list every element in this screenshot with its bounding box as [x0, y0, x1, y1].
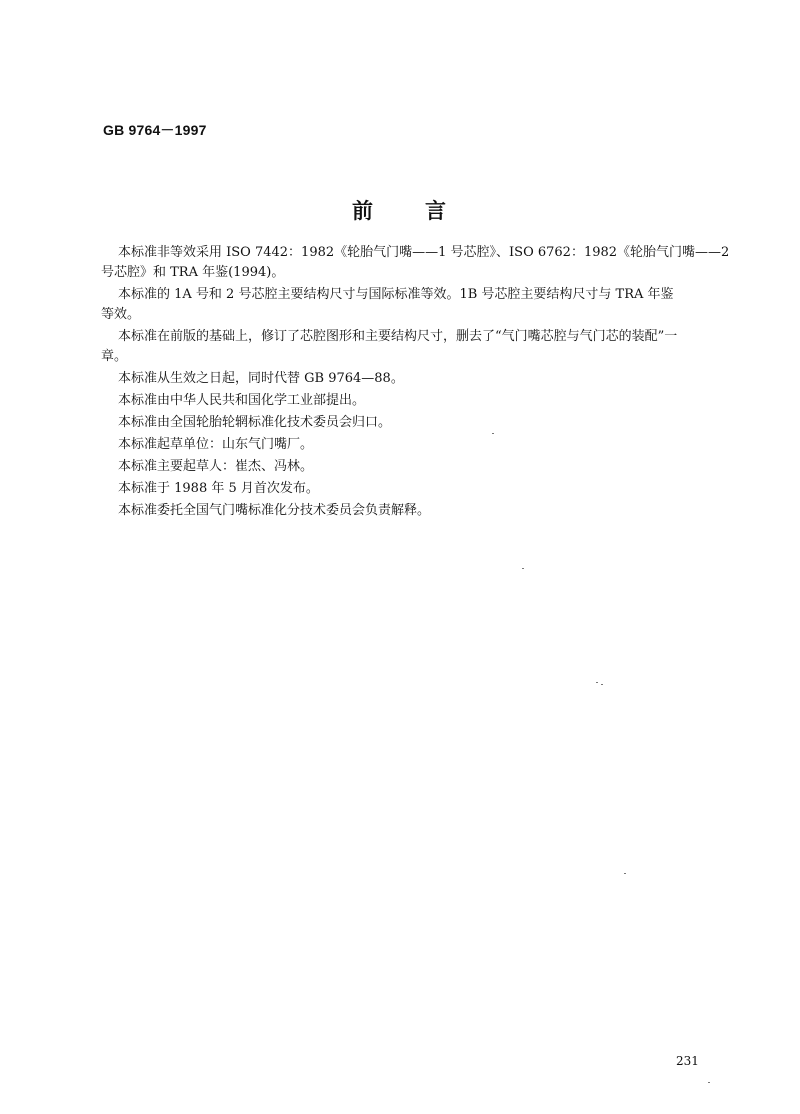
paragraph-line: 本标准起草单位：山东气门嘴厂。 — [118, 437, 314, 452]
paragraph — [118, 501, 718, 521]
paragraph — [101, 285, 718, 325]
scan-speck — [601, 684, 603, 685]
paragraph — [118, 457, 718, 477]
paragraph-line: 号芯腔》和 TRA 年鉴(1994)。 — [101, 265, 285, 280]
paragraph-line: 本标准在前版的基础上，修订了芯腔图形和主要结构尺寸，删去了“气门嘴芯腔与气门芯的装配”一 — [118, 329, 678, 344]
paragraph-line: 本标准主要起草人：崔杰、冯林。 — [118, 459, 314, 474]
paragraph-line: 本标准于 1988 年 5 月首次发布。 — [118, 481, 319, 496]
scan-speck — [624, 873, 626, 874]
paragraph — [118, 369, 718, 389]
paragraph — [101, 327, 718, 367]
paragraph-line: 本标准的 1A 号和 2 号芯腔主要结构尺寸与国际标准等效。1B 号芯腔主要结构尺寸与 TRA 年鉴 — [118, 287, 674, 302]
paragraph-line: 本标准由中华人民共和国化学工业部提出。 — [118, 393, 366, 408]
scan-speck — [492, 433, 494, 434]
paragraph-line: 章。 — [101, 349, 128, 364]
paragraph-line: 本标准委托全国气门嘴标准化分技术委员会负责解释。 — [118, 503, 431, 518]
paragraph — [118, 435, 718, 455]
standard-code: GB 9764－1997 — [103, 122, 207, 138]
paragraph — [118, 479, 718, 499]
page-title — [0, 200, 800, 221]
foreword-body — [101, 243, 730, 523]
page-number: 231 — [676, 1054, 699, 1068]
paragraph — [118, 391, 718, 411]
title-char-1: 前 — [352, 198, 375, 223]
paragraph-line: 本标准从生效之日起，同时代替 GB 9764—88。 — [118, 371, 404, 386]
scan-speck — [522, 568, 524, 569]
paragraph-line: 本标准非等效采用 ISO 7442：1982《轮胎气门嘴——1 号芯腔》、ISO 6762：1982《轮胎气门嘴——2 — [118, 245, 730, 260]
paragraph-line: 等效。 — [101, 307, 141, 322]
paragraph — [118, 413, 718, 433]
paragraph — [101, 243, 730, 283]
title-char-2: 言 — [425, 198, 448, 223]
paragraph-line: 本标准由全国轮胎轮辋标准化技术委员会归口。 — [118, 415, 392, 430]
scan-speck — [596, 682, 598, 683]
scan-speck — [708, 1082, 710, 1083]
